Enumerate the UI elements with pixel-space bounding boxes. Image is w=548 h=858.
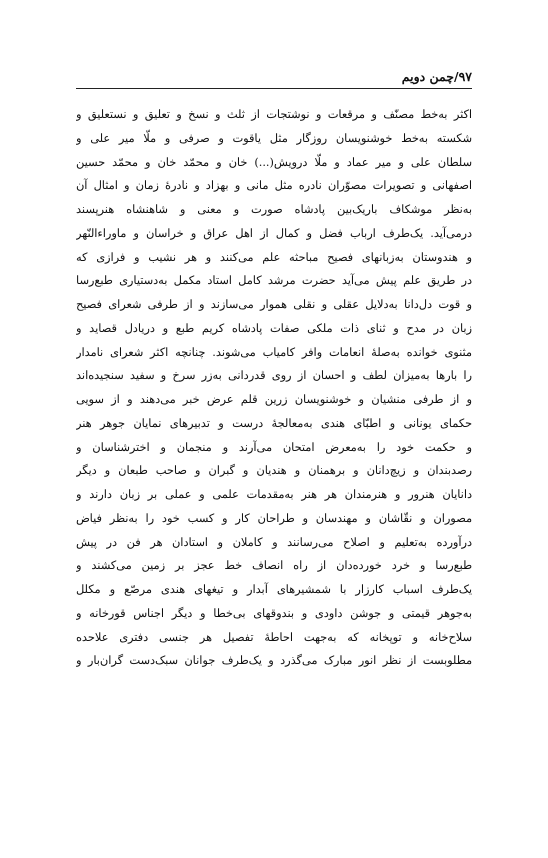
body-line: مطلوبست از نظر انور مبارک می‌گذرد و یک‌طرف جوانان سبک‌دست گران‌بار و [76, 654, 472, 668]
body-line: و از طرفی منشیان و خوشنویسان زرین قلم عرض خبر می‌دهند و از سویی [76, 393, 472, 406]
body-line: درمی‌آید. یک‌طرف ارباب فضل و کمال از اهل عراق و خراسان و ماوراءالنّهر [76, 226, 472, 240]
body-line: به‌جوهر قیمتی و جوشن داودی و بندوقهای بی‌خطا و دیگر اجناس قورخانه و [76, 606, 472, 620]
body-line: و حکمت خود را به‌معرض امتحان می‌آرند و منجمان و اخترشناسان و [76, 440, 472, 454]
body-line: مثنوی خوانده به‌صلهٔ انعامات وافر کامیاب می‌شوند. چنانچه اکثر شعرای نامدار [76, 345, 472, 359]
body-line: به‌نظر موشکاف باریک‌بین پادشاه صورت و معنی و شاهنشاه هنرپسند [76, 203, 472, 216]
body-line: را بارها به‌میزان لطف و احسان از روی قدردانی به‌زر سرخ و سفید سنجیده‌اند [76, 369, 472, 383]
body-line: رصدبندان و زیچ‌دانان و برهمنان و هندیان و گبران و صاحب طبعان و دیگر [76, 464, 472, 478]
body-line: و قوت دل‌دانا به‌دلایل عقلی و نقلی هموار می‌سازند و از طرفی شعرای فصیح [76, 298, 472, 311]
body-line: حکمای یونانی و اطبّای هندی به‌معالجهٔ درست و تدبیرهای نمایان جوهر هنر [76, 416, 472, 430]
body-line: در طریق علم پیش می‌آید حضرت مرشد کامل استاد مکمل به‌دستیاری طبع‌رسا [76, 274, 472, 288]
body-line: زبان در مدح و ثنای ذات ملکی صفات پادشاه کریم طبع و دریادل قصاید و [76, 321, 472, 335]
running-header: ۹۷/چمن دویم [401, 69, 472, 84]
body-line: دانایان هنرور و هنرمندان هر هنر به‌مقدمات علمی و عملی بر زبان دارند و [76, 488, 472, 501]
body-line: مصوران و نقّاشان و مهندسان و طراحان کار و کسب خود را به‌نظر فیاض [76, 511, 472, 525]
body-line: و هندوستان به‌زبانهای فصیح مباحثه علم می‌کنند و هر نشیب و فرازی که [76, 250, 472, 264]
body-line: سلطان علی و میر عماد و ملّا درویش(...) خان و محمّد خان و محمّد حسین [76, 155, 472, 169]
header-rule [76, 88, 472, 89]
body-line: اکثر به‌خط مصنّف و مرقعات و نوشتجات از ثلث و نسخ و تعلیق و نستعلیق و [76, 108, 472, 121]
body-text [76, 103, 472, 673]
body-line: یک‌طرف اسباب کارزار با شمشیرهای آبدار و تیغهای هندی مرصّع و مکلل [76, 583, 472, 596]
body-line: درآورده به‌تعلیم و اصلاح می‌رسانند و کاملان و استادان هر فن در پیش [76, 535, 472, 549]
body-line: اصفهانی و تصویرات مصوّران نادره مثل مانی و بهزاد و نادرهٔ زمان و امثال آن [76, 179, 472, 193]
body-line: سلاح‌خانه و توپخانه که به‌جهت احاطهٔ تفصیل هر جنسی دفتری علاحده [76, 630, 472, 644]
body-line: طبع‌رسا و خرد خورده‌دان از راه انصاف خط عجز بر زمین می‌کشند و [76, 559, 472, 573]
body-line: شکسته به‌خط خوشنویسان روزگار مثل یاقوت و صرفی و ملّا میر علی و [76, 131, 472, 145]
